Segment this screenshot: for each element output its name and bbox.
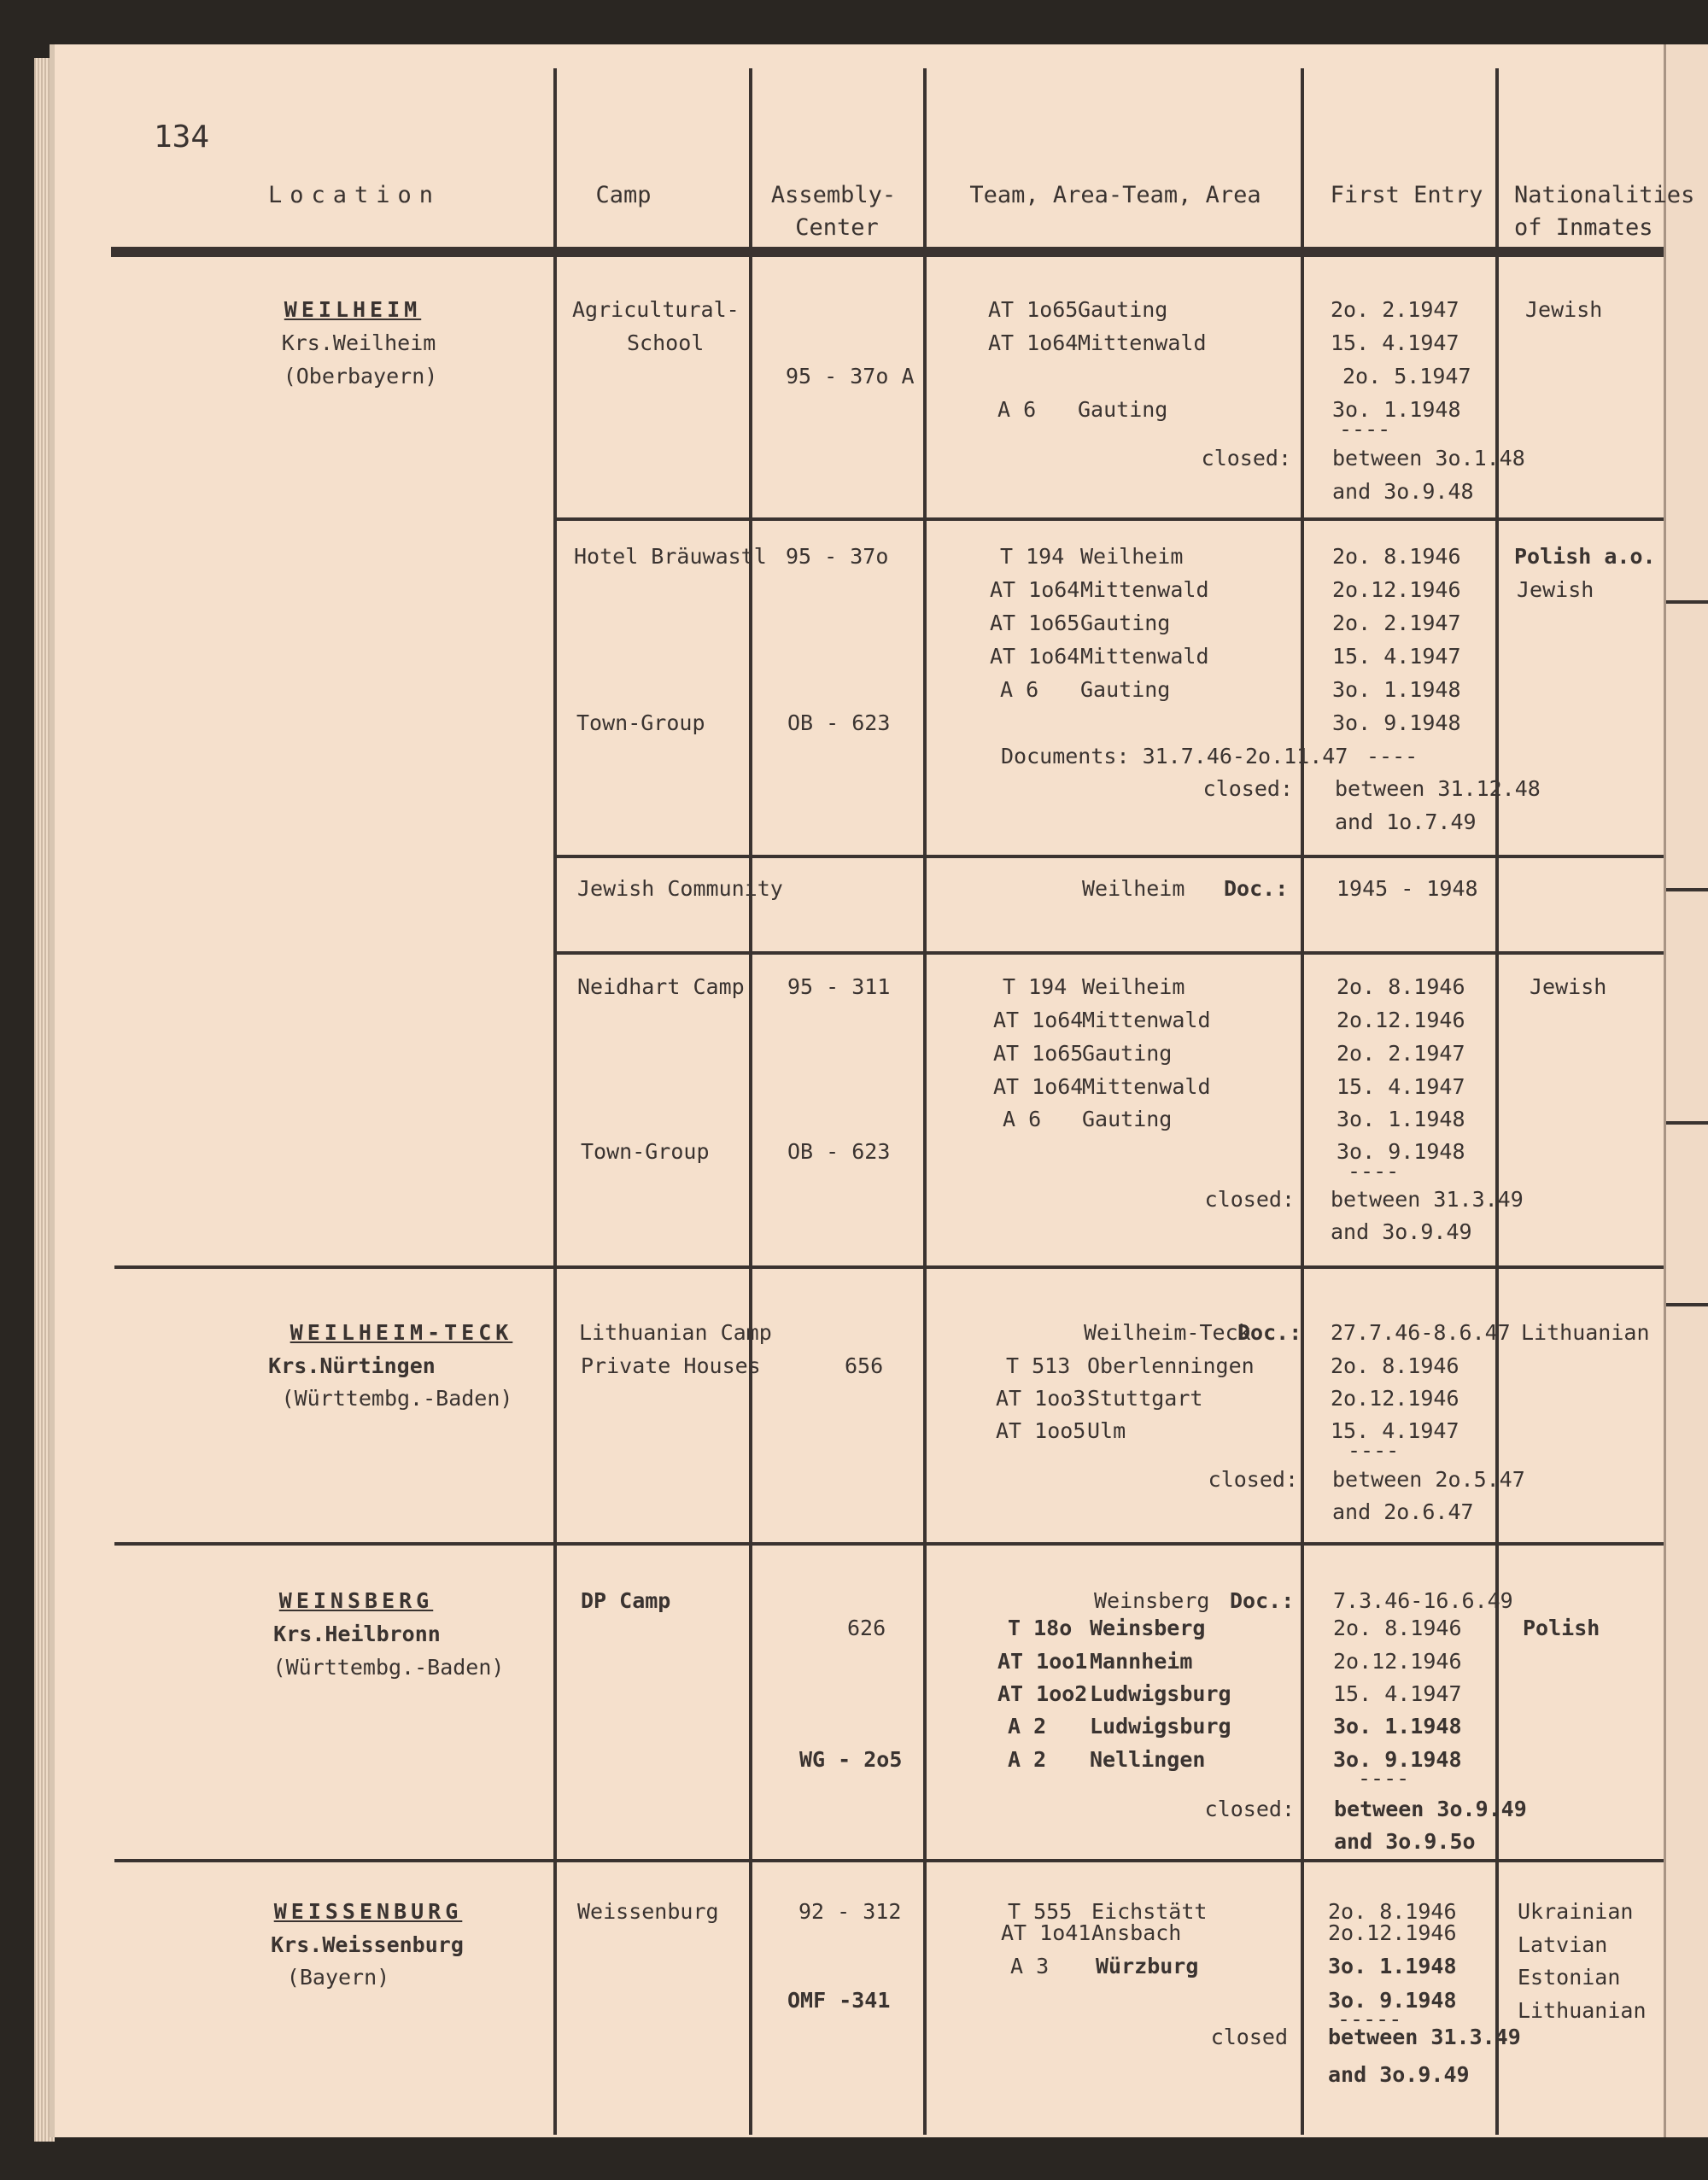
first-entry: 2o. 8.1946 [1333,1616,1462,1640]
nationality: Jewish [1530,974,1607,999]
team-place: Mittenwald [1080,577,1209,602]
row-rule [555,855,1664,858]
nationality: Lithuanian [1518,1998,1647,2023]
assembly-center: OB - 623 [787,710,891,735]
gutter-rule [1666,600,1708,604]
doc-label: Doc.: [1224,876,1289,901]
nationality: Jewish [1525,297,1603,322]
team-place: Stuttgart [1087,1386,1203,1411]
team-place: Weilheim [1082,876,1185,901]
team-place: Weinsberg [1090,1616,1206,1640]
entry-divider: ---- [1358,1766,1410,1791]
header-assembly-center-2: Center [795,214,879,241]
team-place: Gauting [1082,1041,1173,1066]
camp-name: Town-Group [581,1139,710,1164]
first-entry: 15. 4.1947 [1331,330,1459,355]
team-place: Ludwigsburg [1090,1681,1231,1706]
first-entry: 3o. 9.1948 [1332,710,1461,735]
first-entry: 2o. 8.1946 [1332,544,1461,569]
team-code: T 194 [1000,544,1065,569]
team-place: Gauting [1082,1107,1173,1131]
location-district: Krs.Weilheim [281,330,436,355]
book-gutter [1664,44,1708,2137]
assembly-center: OB - 623 [787,1139,891,1164]
column-rule [553,68,557,2135]
closed-period: between 31.3.49 [1331,1187,1524,1212]
team-place: Mittenwald [1080,644,1209,669]
team-place: Oberlenningen [1087,1353,1255,1378]
first-entry: 3o. 9.1948 [1333,1747,1462,1772]
page-number: 134 [154,120,210,155]
doc-label: Doc.: [1237,1320,1302,1345]
row-rule [555,951,1664,955]
location-region: (Württembg.-Baden) [272,1655,505,1680]
team-code: A 6 [1000,677,1039,702]
camp-name: Agricultural- [572,297,740,322]
location-district: Krs.Nürtingen [268,1353,436,1378]
doc-place: Weinsberg [1094,1588,1210,1613]
closed-period: between 31.12.48 [1335,776,1541,801]
closed-period: and 1o.7.49 [1335,809,1477,834]
doc-label: Doc.: [1230,1588,1295,1613]
first-entry: 2o.12.1946 [1332,577,1461,602]
first-entry: 2o. 8.1946 [1331,1353,1459,1378]
first-entry: 2o.12.1946 [1333,1649,1462,1674]
gutter-rule [1666,1303,1708,1306]
camp-name: Jewish Community [577,876,783,901]
location-region: (Bayern) [286,1965,390,1990]
closed-label: closed: [1202,776,1293,801]
closed-period: and 3o.9.49 [1328,2062,1470,2087]
team-place: Weilheim [1080,544,1184,569]
closed-period: and 3o.9.5o [1334,1829,1476,1854]
location-district: Krs.Heilbronn [273,1622,441,1646]
entry-divider: ---- [1348,1159,1400,1184]
team-place: Ulm [1087,1418,1126,1443]
closed-period: and 3o.9.49 [1331,1219,1472,1244]
first-entry: 2o. 8.1946 [1328,1899,1457,1924]
header-location: Location [267,182,442,208]
column-rule [1301,68,1304,2135]
row-rule [114,1265,1664,1269]
first-entry: 3o. 9.1948 [1328,1988,1457,2013]
first-entry: 2o. 8.1946 [1337,974,1465,999]
location-name: WEISSENBURG [273,1899,463,1924]
closed-period: between 31.3.49 [1328,2025,1521,2049]
camp-name: Lithuanian Camp [579,1320,772,1345]
first-entry: 7.3.46-16.6.49 [1333,1588,1513,1613]
assembly-center: 656 [845,1353,884,1378]
header-rule [111,247,1664,257]
column-rule [749,68,752,2135]
assembly-center: 95 - 311 [787,974,891,999]
location-region: (Württembg.-Baden) [281,1386,513,1411]
closed-period: and 2o.6.47 [1332,1499,1474,1524]
camp-name: DP Camp [581,1588,671,1613]
first-entry: 15. 4.1947 [1333,1681,1462,1706]
closed-label: closed: [1201,446,1291,470]
gutter-rule [1666,888,1708,891]
team-place: Eichstätt [1091,1899,1208,1924]
gutter-rule [1666,1121,1708,1125]
team-code: A 6 [997,397,1037,422]
team-place: Mittenwald [1082,1008,1211,1032]
team-code: A 3 [1010,1954,1050,1978]
assembly-center: 95 - 37o [786,544,889,569]
first-entry: 27.7.46-8.6.47 [1331,1320,1511,1345]
team-code: A 2 [1008,1747,1047,1772]
closed-period: and 3o.9.48 [1332,479,1474,504]
first-entry: 3o. 1.1948 [1328,1954,1457,1978]
team-place: Gauting [1080,677,1171,702]
entry-divider: ---- [1366,744,1418,769]
first-entry: 1945 - 1948 [1337,876,1478,901]
location-region: (Oberbayern) [283,364,438,389]
entry-divider: ---- [1339,417,1391,441]
first-entry: 2o.12.1946 [1337,1008,1465,1032]
team-code: T 513 [1006,1353,1071,1378]
first-entry: 2o.12.1946 [1331,1386,1459,1411]
team-place: Würzburg [1096,1954,1199,1978]
team-place: Gauting [1078,297,1168,322]
camp-name: Private Houses [581,1353,761,1378]
closed-label: closed: [1204,1187,1295,1212]
team-place: Gauting [1080,611,1171,635]
first-entry: 15. 4.1947 [1332,644,1461,669]
team-code: AT 1o65 [990,611,1080,635]
assembly-center: WG - 2o5 [799,1747,903,1772]
assembly-center: OMF -341 [787,1988,891,2013]
first-entry: 2o. 2.1947 [1337,1041,1465,1066]
location-district: Krs.Weissenburg [271,1932,464,1957]
row-rule [555,517,1664,521]
team-code: AT 1oo1 [997,1649,1088,1674]
team-place: Gauting [1078,397,1168,422]
header-team-area: Team, Area-Team, Area [969,182,1261,208]
team-code: AT 1o64 [990,644,1080,669]
team-place: Mittenwald [1082,1074,1211,1099]
camp-name: Hotel Bräuwastl [574,544,767,569]
team-code: A 2 [1008,1714,1047,1739]
first-entry: 3o. 9.1948 [1337,1139,1465,1164]
team-code: AT 1oo5 [996,1418,1086,1443]
team-place: Ludwigsburg [1090,1714,1231,1739]
column-rule [1495,68,1499,2135]
first-entry: 3o. 1.1948 [1333,1714,1462,1739]
team-place: Weilheim [1082,974,1185,999]
nationality: Polish [1523,1616,1600,1640]
team-code: AT 1o65 [988,297,1079,322]
header-nationalities: Nationalities [1514,182,1695,208]
entry-divider: ---- [1348,1438,1400,1463]
closed-period: between 3o.1.48 [1332,446,1525,470]
first-entry: 2o. 2.1947 [1332,611,1461,635]
assembly-center: 92 - 312 [798,1899,902,1924]
nationality: Ukrainian [1518,1899,1634,1924]
row-rule [114,1859,1664,1862]
header-camp: Camp [595,182,652,208]
team-place: Mittenwald [1078,330,1207,355]
team-place: Mannheim [1090,1649,1193,1674]
camp-name: Town-Group [576,710,705,735]
team-code: AT 1o65 [993,1041,1084,1066]
first-entry: 2o.12.1946 [1328,1920,1457,1945]
nationality: Estonian [1518,1965,1621,1990]
header-nationalities-2: of Inmates [1514,214,1653,241]
location-name: WEINSBERG [278,1588,434,1613]
camp-name: Weissenburg [577,1899,719,1924]
nationality: Latvian [1518,1932,1608,1957]
team-code: AT 1o41 [1001,1920,1091,1945]
entry-divider: ----- [1337,2007,1402,2031]
nationality: Polish a.o. [1514,544,1656,569]
first-entry: 3o. 1.1948 [1332,397,1461,422]
camp-name: Neidhart Camp [577,974,745,999]
team-place: Ansbach [1091,1920,1182,1945]
team-place: Nellingen [1090,1747,1206,1772]
row-rule [114,1542,1664,1546]
team-code: T 555 [1008,1899,1073,1924]
closed-period: between 2o.5.47 [1332,1467,1525,1492]
camp-name: School [627,330,705,355]
nationality: Lithuanian [1521,1320,1650,1345]
first-entry: 15. 4.1947 [1337,1074,1465,1099]
assembly-center: 95 - 37o A [786,364,915,389]
team-code: AT 1o64 [993,1008,1084,1032]
first-entry: 3o. 1.1948 [1337,1107,1465,1131]
team-code: AT 1oo2 [997,1681,1088,1706]
header-first-entry: First Entry [1330,182,1483,208]
closed-label: closed: [1208,1467,1298,1492]
closed-label: closed: [1204,1797,1295,1821]
doc-place: Weilheim-Teck [1084,1320,1251,1345]
team-code: AT 1o64 [990,577,1080,602]
assembly-center: 626 [847,1616,886,1640]
first-entry: 15. 4.1947 [1331,1418,1459,1443]
team-code: AT 1o64 [993,1074,1084,1099]
location-name: WEILHEIM-TECK [290,1320,513,1345]
documents-note: Documents: 31.7.46-2o.11.47 [1001,744,1348,769]
first-entry: 2o. 2.1947 [1331,297,1459,322]
column-rule [923,68,927,2135]
team-code: AT 1oo3 [996,1386,1086,1411]
team-code: T 194 [1003,974,1068,999]
closed-label: closed [1210,2025,1288,2049]
nationality: Jewish [1517,577,1594,602]
team-code: A 6 [1003,1107,1042,1131]
first-entry: 2o. 5.1947 [1342,364,1471,389]
first-entry: 3o. 1.1948 [1332,677,1461,702]
location-name: WEILHEIM [284,297,422,322]
team-code: AT 1o64 [988,330,1079,355]
team-code: T 18o [1008,1616,1073,1640]
closed-period: between 3o.9.49 [1334,1797,1527,1821]
header-assembly-center: Assembly- [770,182,897,208]
